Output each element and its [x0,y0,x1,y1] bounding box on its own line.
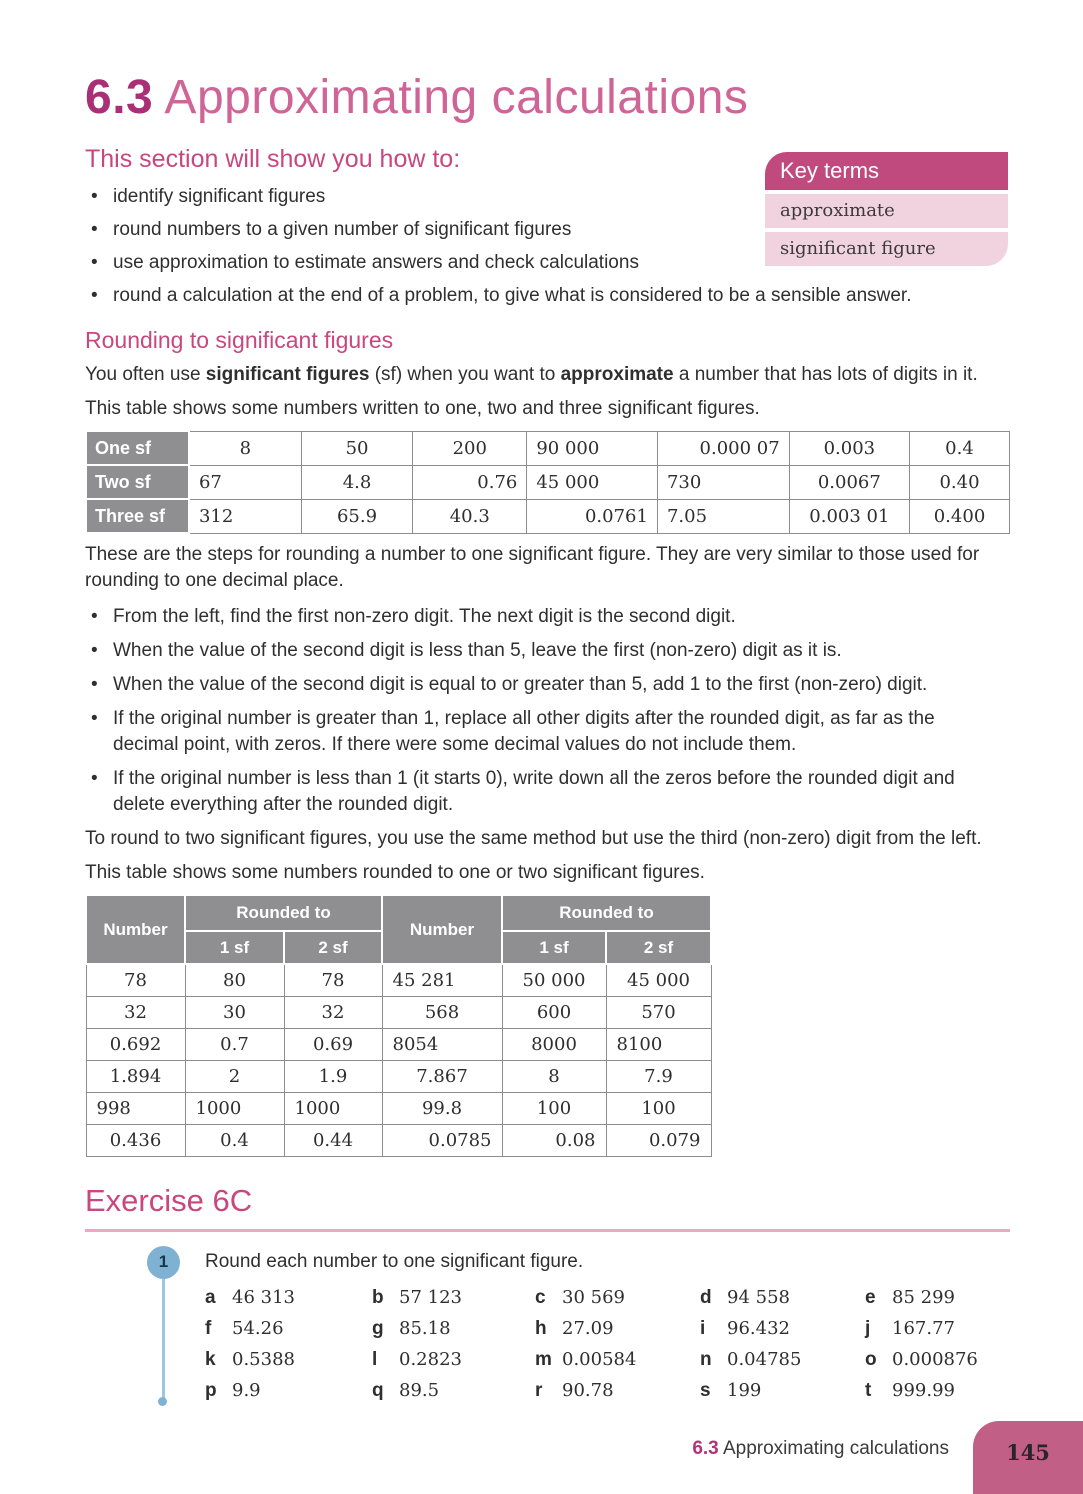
table-cell: 0.0785 [382,1125,502,1157]
key-terms-box [765,152,1008,266]
intro-heading: This section will show you how to: [85,145,461,173]
col-header-2sf: 2 sf [284,931,382,964]
exercise-item [865,1348,1010,1372]
item-letter: g [372,1317,384,1339]
item-letter: o [865,1348,877,1370]
table-cell: 45 000 [527,465,658,499]
page-title [85,70,1010,126]
table-cell: 32 [86,997,185,1029]
bullet-dot: • [91,768,98,789]
item-value: 0.000876 [892,1348,978,1370]
row-header: One sf [86,431,189,465]
exercise-divider [85,1229,1010,1232]
exercise-question-1 [85,1250,1010,1403]
table-cell: 0.4 [910,431,1010,465]
bullet-item [85,604,997,630]
item-letter: r [535,1379,543,1401]
table-cell: 998 [86,1093,185,1125]
exercise-item [865,1379,1010,1403]
item-letter: d [700,1286,712,1308]
bullet-item [85,638,997,664]
key-term-row: approximate [765,194,1008,228]
item-value: 96.432 [727,1317,790,1339]
table-row [86,465,1010,499]
item-letter: k [205,1348,216,1370]
exercise-item [372,1317,535,1341]
table-cell: 0.000 07 [657,431,789,465]
subsection-heading: Rounding to significant figures [85,327,394,353]
table-cell: 90 000 [527,431,658,465]
bullet-text: From the left, find the first non-zero digit. The next digit is the second digit. [113,606,736,627]
table-cell: 1.9 [284,1061,382,1093]
footer-running-title [692,1438,949,1460]
table-cell: 7.867 [382,1061,502,1093]
exercise-item [205,1286,372,1310]
table-cell: 0.08 [502,1125,606,1157]
item-letter: p [205,1379,217,1401]
exercise-item [700,1317,865,1341]
exercise-item [535,1348,700,1372]
table-row [86,1061,711,1093]
table-cell: 8054 [382,1029,502,1061]
rounding-examples-table [85,894,712,1157]
table-cell: 7.9 [606,1061,711,1093]
table-cell: 600 [502,997,606,1029]
exercise-item [205,1317,372,1341]
row-header: Two sf [86,465,189,499]
table-row [86,499,1010,533]
bold-term: significant figures [205,364,370,385]
table-cell: 0.692 [86,1029,185,1061]
table-cell: 78 [284,964,382,997]
table-cell: 45 000 [606,964,711,997]
bullet-item [85,706,997,758]
item-value: 0.2823 [399,1348,462,1370]
table-row [86,1093,711,1125]
table-cell: 0.436 [86,1125,185,1157]
bullet-dot: • [91,606,98,627]
bullet-dot: • [91,285,98,306]
item-letter: h [535,1317,547,1339]
bullet-text: If the original number is greater than 1, replace all other digits after the rounded digit, as far as the decimal point, with zeros. If there were some decimal values do not include them. [113,708,935,755]
item-value: 89.5 [399,1379,440,1401]
table-cell: 8000 [502,1029,606,1061]
table-cell: 4.8 [301,465,412,499]
item-value: 54.26 [232,1317,284,1339]
key-terms-header: Key terms [765,152,1008,190]
bullet-text: When the value of the second digit is less than 5, leave the first (non-zero) digit as it is. [113,640,842,661]
item-value: 90.78 [562,1379,614,1401]
item-value: 0.00584 [562,1348,637,1370]
table-cell: 40.3 [413,499,527,533]
exercise-item [372,1348,535,1372]
table-cell: 0.4 [185,1125,284,1157]
text-run: You often use [85,364,206,385]
question-text: Round each number to one significant figure. [205,1250,584,1272]
table-cell: 0.69 [284,1029,382,1061]
item-letter: s [700,1379,711,1401]
item-letter: c [535,1286,546,1308]
table-cell: 0.44 [284,1125,382,1157]
bullet-text: When the value of the second digit is equal to or greater than 5, add 1 to the first (non-zero) digit. [113,674,928,695]
table-row [86,431,1010,465]
table-cell: 100 [502,1093,606,1125]
table-cell: 99.8 [382,1093,502,1125]
table-cell: 0.003 01 [789,499,909,533]
table-cell: 1000 [185,1093,284,1125]
bullet-text: round a calculation at the end of a problem, to give what is considered to be a sensible answer. [113,285,912,306]
bullet-text: use approximation to estimate answers and check calculations [113,252,639,273]
table-cell: 8 [502,1061,606,1093]
col-header-2sf: 2 sf [606,931,711,964]
bullet-dot: • [91,252,98,273]
table-row [86,1125,711,1157]
steps-bullet-list [85,604,997,818]
item-letter: q [372,1379,384,1401]
question-number-badge: 1 [147,1246,180,1279]
question-connector-line [162,1279,165,1399]
item-value: 0.04785 [727,1348,802,1370]
table-row [86,1029,711,1061]
exercise-item [535,1317,700,1341]
footer-section-ref: 6.3 [692,1438,719,1459]
sf-examples-table [85,430,1010,534]
bold-term: approximate [560,364,674,385]
section-title: Approximating calculations [164,71,749,124]
bullet-item [85,672,997,698]
item-value: 199 [727,1379,762,1401]
table-row [86,997,711,1029]
item-value: 57 123 [399,1286,462,1308]
item-value: 0.5388 [232,1348,295,1370]
col-header-rounded-to: Rounded to [185,895,382,931]
item-letter: i [700,1317,706,1339]
bullet-item [85,766,997,818]
item-letter: b [372,1286,384,1308]
item-value: 9.9 [232,1379,261,1401]
col-header-1sf: 1 sf [502,931,606,964]
exercise-item [700,1286,865,1310]
key-term-row: significant figure [765,232,1008,266]
exercise-heading: Exercise 6C [85,1183,253,1218]
page-number: 145 [1006,1440,1050,1465]
table-row [86,964,711,997]
exercise-item [700,1379,865,1403]
bullet-item [85,279,1010,312]
table-cell: 7.05 [657,499,789,533]
exercise-item [372,1379,535,1403]
table-cell: 0.0761 [527,499,658,533]
bullet-dot: • [91,674,98,695]
table-cell: 570 [606,997,711,1029]
table-cell: 32 [284,997,382,1029]
table-cell: 0.0067 [789,465,909,499]
table-cell: 0.400 [910,499,1010,533]
table-cell: 8100 [606,1029,711,1061]
table-cell: 568 [382,997,502,1029]
item-letter: e [865,1286,876,1308]
paragraph-table2-intro: This table shows some numbers rounded to one or two significant figures. [85,862,705,883]
paragraph-significant-figures [85,362,1010,388]
bullet-text: identify significant figures [113,186,326,207]
col-header-rounded-to: Rounded to [502,895,711,931]
table-cell: 1000 [284,1093,382,1125]
paragraph-steps-intro: These are the steps for rounding a number to one significant figure. They are very similar to those used for rounding to one decimal place. [85,544,980,591]
table-cell: 30 [185,997,284,1029]
item-value: 30 569 [562,1286,625,1308]
table-cell: 0.40 [910,465,1010,499]
table-cell: 78 [86,964,185,997]
exercise-item [535,1379,700,1403]
item-letter: l [372,1348,378,1370]
item-value: 85 299 [892,1286,955,1308]
exercise-item [372,1286,535,1310]
bullet-dot: • [91,640,98,661]
exercise-item [865,1317,1010,1341]
item-letter: a [205,1286,216,1308]
table-cell: 67 [189,465,301,499]
item-letter: m [535,1348,552,1370]
footer-section-title: Approximating calculations [718,1438,949,1459]
text-run: a number that has lots of digits in it. [673,364,978,385]
table-cell: 0.079 [606,1125,711,1157]
bullet-dot: • [91,219,98,240]
table-cell: 1.894 [86,1061,185,1093]
exercise-item [865,1286,1010,1310]
col-header-number: Number [382,895,502,964]
question-connector-dot [158,1397,167,1406]
col-header-number: Number [86,895,185,964]
table-cell: 50 [301,431,412,465]
col-header-1sf: 1 sf [185,931,284,964]
item-value: 46 313 [232,1286,295,1308]
item-value: 94 558 [727,1286,790,1308]
text-run: (sf) when you want to [369,364,561,385]
paragraph-two-sf: To round to two significant figures, you use the same method but use the third (non-zero) digit from the left. [85,828,982,849]
exercise-items-grid [205,1286,1010,1403]
table-cell: 312 [189,499,301,533]
row-header: Three sf [86,499,189,533]
table-cell: 80 [185,964,284,997]
table-cell: 45 281 [382,964,502,997]
item-letter: t [865,1379,872,1401]
item-letter: f [205,1317,212,1339]
page-number-tab [973,1421,1083,1494]
item-value: 27.09 [562,1317,614,1339]
exercise-item [535,1286,700,1310]
bullet-dot: • [91,186,98,207]
item-value: 999.99 [892,1379,955,1401]
item-letter: j [865,1317,871,1339]
table-cell: 65.9 [301,499,412,533]
table-cell: 50 000 [502,964,606,997]
bullet-text: round numbers to a given number of significant figures [113,219,572,240]
exercise-item [205,1348,372,1372]
table-cell: 0.7 [185,1029,284,1061]
table-cell: 0.76 [413,465,527,499]
table-cell: 730 [657,465,789,499]
bullet-text: If the original number is less than 1 (it starts 0), write down all the zeros before the rounded digit and delete everything after the rounded digit. [113,768,955,815]
exercise-item [205,1379,372,1403]
table-cell: 2 [185,1061,284,1093]
bullet-dot: • [91,708,98,729]
table-cell: 8 [189,431,301,465]
item-value: 85.18 [399,1317,451,1339]
table-cell: 200 [413,431,527,465]
exercise-item [700,1348,865,1372]
section-number: 6.3 [85,71,154,124]
item-value: 167.77 [892,1317,955,1339]
table-cell: 0.003 [789,431,909,465]
item-letter: n [700,1348,712,1370]
paragraph-table1-intro: This table shows some numbers written to one, two and three significant figures. [85,398,760,419]
table-cell: 100 [606,1093,711,1125]
